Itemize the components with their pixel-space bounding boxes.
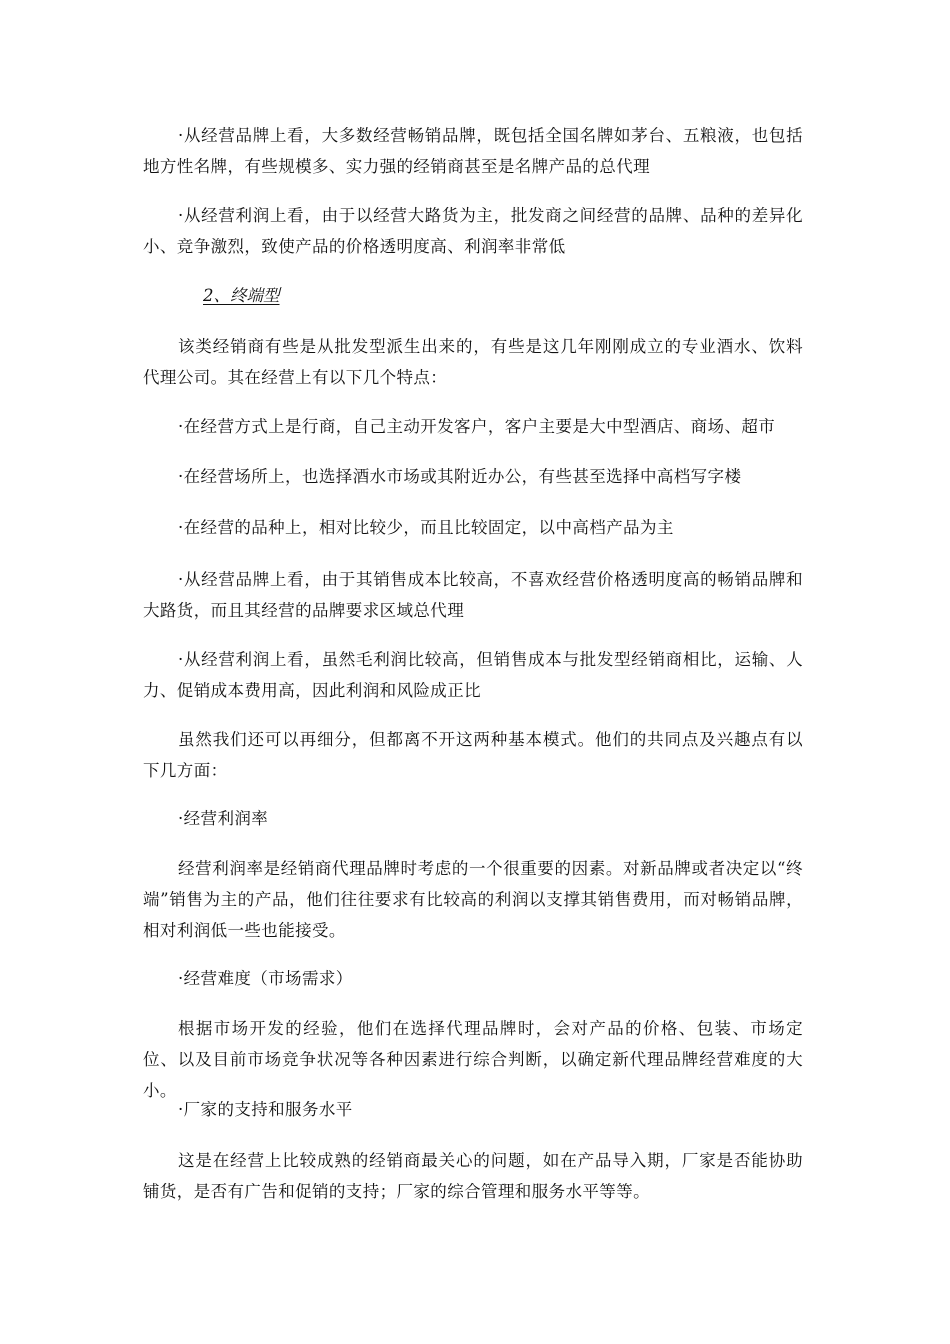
paragraph-business-difficulty: 根据市场开发的经验，他们在选择代理品牌时，会对产品的价格、包装、市场定位、以及目前市场竞争状况等各种因素进行综合判断，以确定新代理品牌经营难度的大小。 [143, 1019, 803, 1100]
paragraph-manufacturer-support: 这是在经营上比较成熟的经销商最关心的问题，如在产品导入期，厂家是否能协助铺货，是否有广告和促销的支持；厂家的综合管理和服务水平等等。 [143, 1151, 803, 1201]
bullet-profit-terminal: ·从经营利润上看，虽然毛利润比较高，但销售成本与批发型经销商相比，运输、人力、促销成本费用高，因此利润和风险成正比 [143, 650, 803, 700]
paragraph-profit-rate: 经营利润率是经销商代理品牌时考虑的一个很重要的因素。对新品牌或者决定以“终端”销售为主的产品，他们往往要求有比较高的利润以支撑其销售费用，而对畅销品牌，相对利润低一些也能接受。 [143, 859, 803, 940]
bullet-profit-wholesale: ·从经营利润上看，由于以经营大路货为主，批发商之间经营的品牌、品种的差异化小、竞争激烈，致使产品的价格透明度高、利润率非常低 [143, 206, 803, 256]
bullet-business-mode: ·在经营方式上是行商，自己主动开发客户，客户主要是大中型酒店、商场、超市 [178, 417, 776, 436]
paragraph-common-points: 虽然我们还可以再细分，但都离不开这两种基本模式。他们的共同点及兴趣点有以下几方面： [143, 730, 803, 780]
bullet-product-variety: ·在经营的品种上，相对比较少，而且比较固定，以中高档产品为主 [178, 518, 674, 537]
bullet-business-location: ·在经营场所上，也选择酒水市场或其附近办公，有些甚至选择中高档写字楼 [178, 467, 742, 486]
bullet-brand-wholesale: ·从经营品牌上看，大多数经营畅销品牌，既包括全国名牌如茅台、五粮液，也包括地方性名牌，有些规模多、实力强的经销商甚至是名牌产品的总代理 [143, 126, 803, 176]
paragraph-terminal-intro: 该类经销商有些是从批发型派生出来的，有些是这几年刚刚成立的专业酒水、饮料代理公司。其在经营上有以下几个特点： [143, 337, 803, 387]
bullet-business-difficulty: ·经营难度（市场需求） [178, 969, 353, 988]
section-heading-terminal-type: 2、终端型 [203, 286, 280, 305]
bullet-profit-rate: ·经营利润率 [178, 809, 269, 828]
bullet-manufacturer-support: ·厂家的支持和服务水平 [178, 1100, 353, 1119]
bullet-brand-terminal: ·从经营品牌上看，由于其销售成本比较高，不喜欢经营价格透明度高的畅销品牌和大路货，而且其经营的品牌要求区域总代理 [143, 570, 803, 620]
